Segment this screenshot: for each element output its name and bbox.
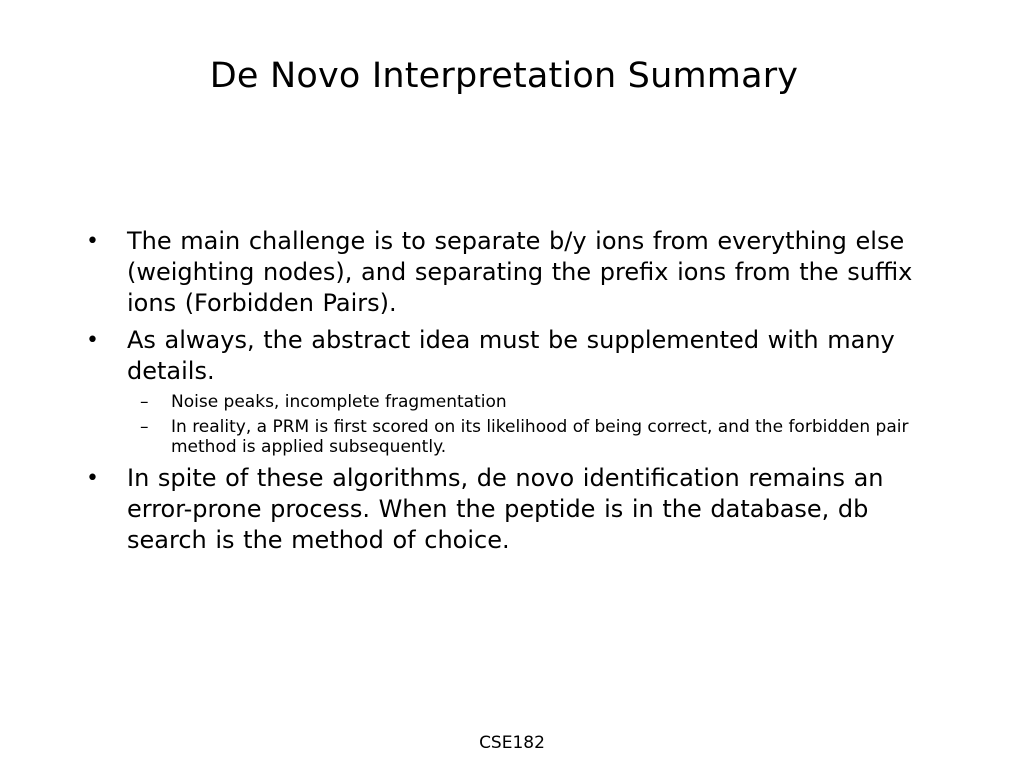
sub-bullet-text: Noise peaks, incomplete fragmentation xyxy=(171,392,507,412)
bullet-marker: • xyxy=(86,229,99,254)
bullet-marker: • xyxy=(86,328,99,353)
sub-bullet-marker: – xyxy=(140,417,149,437)
bullet-text: In spite of these algorithms, de novo identification remains an error-prone process. When the peptide is in the database, db search is the method of choice. xyxy=(127,464,884,554)
slide-footer: CSE182 xyxy=(479,733,545,753)
bullet-item xyxy=(86,325,936,387)
sub-bullet-text: In reality, a PRM is first scored on its likelihood of being correct, and the forbidden pair method is applied subsequently. xyxy=(171,417,909,457)
bullet-text: As always, the abstract idea must be supplemented with many details. xyxy=(127,326,895,385)
slide-title: De Novo Interpretation Summary xyxy=(209,56,799,96)
slide-body xyxy=(86,226,936,562)
sub-bullet-marker: – xyxy=(140,392,149,412)
bullet-item xyxy=(86,463,936,556)
sub-bullet-item xyxy=(86,392,936,412)
sub-bullet-list xyxy=(86,392,936,457)
sub-bullet-item xyxy=(86,417,936,457)
bullet-text: The main challenge is to separate b/y ions from everything else (weighting nodes), and separating the prefix ions from the suffix ions (Forbidden Pairs). xyxy=(127,227,913,317)
bullet-item xyxy=(86,226,936,319)
bullet-marker: • xyxy=(86,466,99,491)
